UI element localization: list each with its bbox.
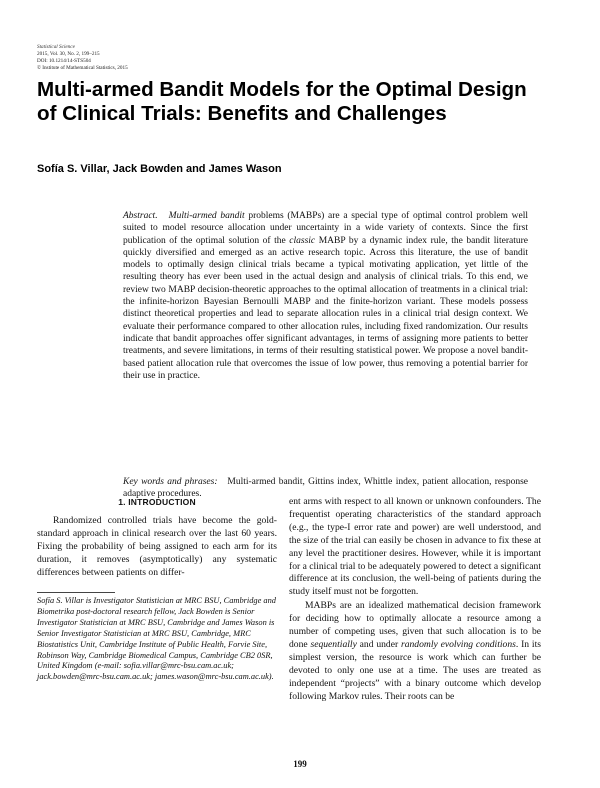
abstract (123, 210, 528, 382)
journal-name: Statistical Science (37, 44, 75, 50)
keywords-text: Multi-armed bandit, Gittins index, Whittle index, patient allocation, response adaptive procedures. (123, 477, 528, 500)
abstract-term: Multi-armed bandit (168, 211, 245, 221)
abstract-label: Abstract. (123, 211, 158, 221)
para3-text-c: . In its simplest version, the resource is work which can further be devoted to only one use at a time. The uses are treated as independent “projects” with a binary outcome which develop following Markov rules. Their roots can be (289, 638, 541, 702)
right-column (289, 496, 541, 704)
volume-info: 2015, Vol. 30, No. 2, 199–215 (37, 51, 100, 57)
copyright: © Institute of Mathematical Statistics, 2015 (37, 65, 128, 71)
abstract-text-1: problems (MABPs) are a special type of optimal control problem well suited to model resource allocation under uncertainty in a wide variety of contexts. Since the first publication of the optimal solution of the (123, 211, 528, 246)
footnote-rule (37, 592, 115, 593)
authors: Sofía S. Villar, Jack Bowden and James Wason (37, 163, 282, 175)
paper-title: Multi-armed Bandit Models for the Optimal Design of Clinical Trials: Benefits and Challenges (37, 78, 527, 125)
keywords-label: Key words and phrases: (123, 477, 218, 487)
para3-sequentially: sequentially (310, 638, 357, 650)
intro-paragraph-2: ent arms with respect to all known or unknown confounders. The frequentist operating characteristics of the standard approach (e.g., the type-I error rate and power) are well understood, and the size of the trial can easily be chosen in advance to fix these at any level the practitioner desires. However, while it is important for a clinical trial to be adequately powered to detect a significant difference at its conclusion, the well-being of patients during the study itself must not be forgotten. (289, 496, 541, 598)
para3-text-b: and under (356, 638, 401, 650)
intro-paragraph-3 (289, 600, 541, 703)
section-heading: 1. INTRODUCTION (118, 497, 196, 507)
intro-paragraph-1: Randomized controlled trials have become the gold-standard approach in clinical research over the last 60 years. Fixing the probability of being assigned to each arm for its duration, it removes (asymptotically) any systematic differences between patients on differ- (37, 514, 277, 578)
author-footnote: Sofía S. Villar is Investigator Statistician at MRC BSU, Cambridge and Biometrika post-doctoral research fellow, Jack Bowden is Senior Investigator Statistician at MRC BSU, Cambridge and James Wason is Senior Investigator Statistician at MRC BSU, Cambridge, MRC Biostatistics Unit, Cambridge Institute of Public Health, Forvie Site, Robinson Way, Cambridge Biomedical Campus, Cambridge CB2 0SR, United Kingdom (e-mail: sofia.villar@mrc-bsu.cam.ac.uk; jack.bowden@mrc-bsu.cam.ac.uk; james.wason@mrc-bsu.cam.ac.uk). (37, 596, 276, 682)
para3-text-a: MABPs are an idealized mathematical decision framework for deciding how to optimally allocate a resource among a number of competing uses, given that such allocation is to be done (289, 600, 541, 650)
abstract-text-2: MABP by a dynamic index rule, the bandit literature quickly diversified and emerged as an active research topic. Across this literature, the use of bandit models to optimally design clinical trials became a typical motivating application, yet little of the resulting theory has ever been used in the actual design and analysis of clinical trials. To this end, we review two MABP decision-theoretic approaches to the optimal allocation of treatments in a clinical trial: the infinite-horizon Bayesian Bernoulli MABP and the finite-horizon variant. These models possess distinct theoretical properties and lead to separate allocation rules in a clinical trial design context. We evaluate their performance compared to other allocation rules, including fixed randomization. Our results indicate that bandit approaches offer significant advantages, in terms of assigning more patients to better treatments, and severe limitations, in terms of their resulting statistical power. We propose a novel bandit-based patient allocation rule that overcomes the issue of low power, thus removing a potential barrier for their use in practice. (123, 235, 529, 381)
abstract-classic: classic (289, 235, 316, 246)
para3-randomly: randomly evolving conditions (400, 638, 516, 650)
left-column (37, 496, 277, 579)
masthead (37, 44, 128, 72)
page-number: 199 (293, 759, 307, 769)
doi: DOI: 10.1214/14-STS504 (37, 58, 91, 64)
